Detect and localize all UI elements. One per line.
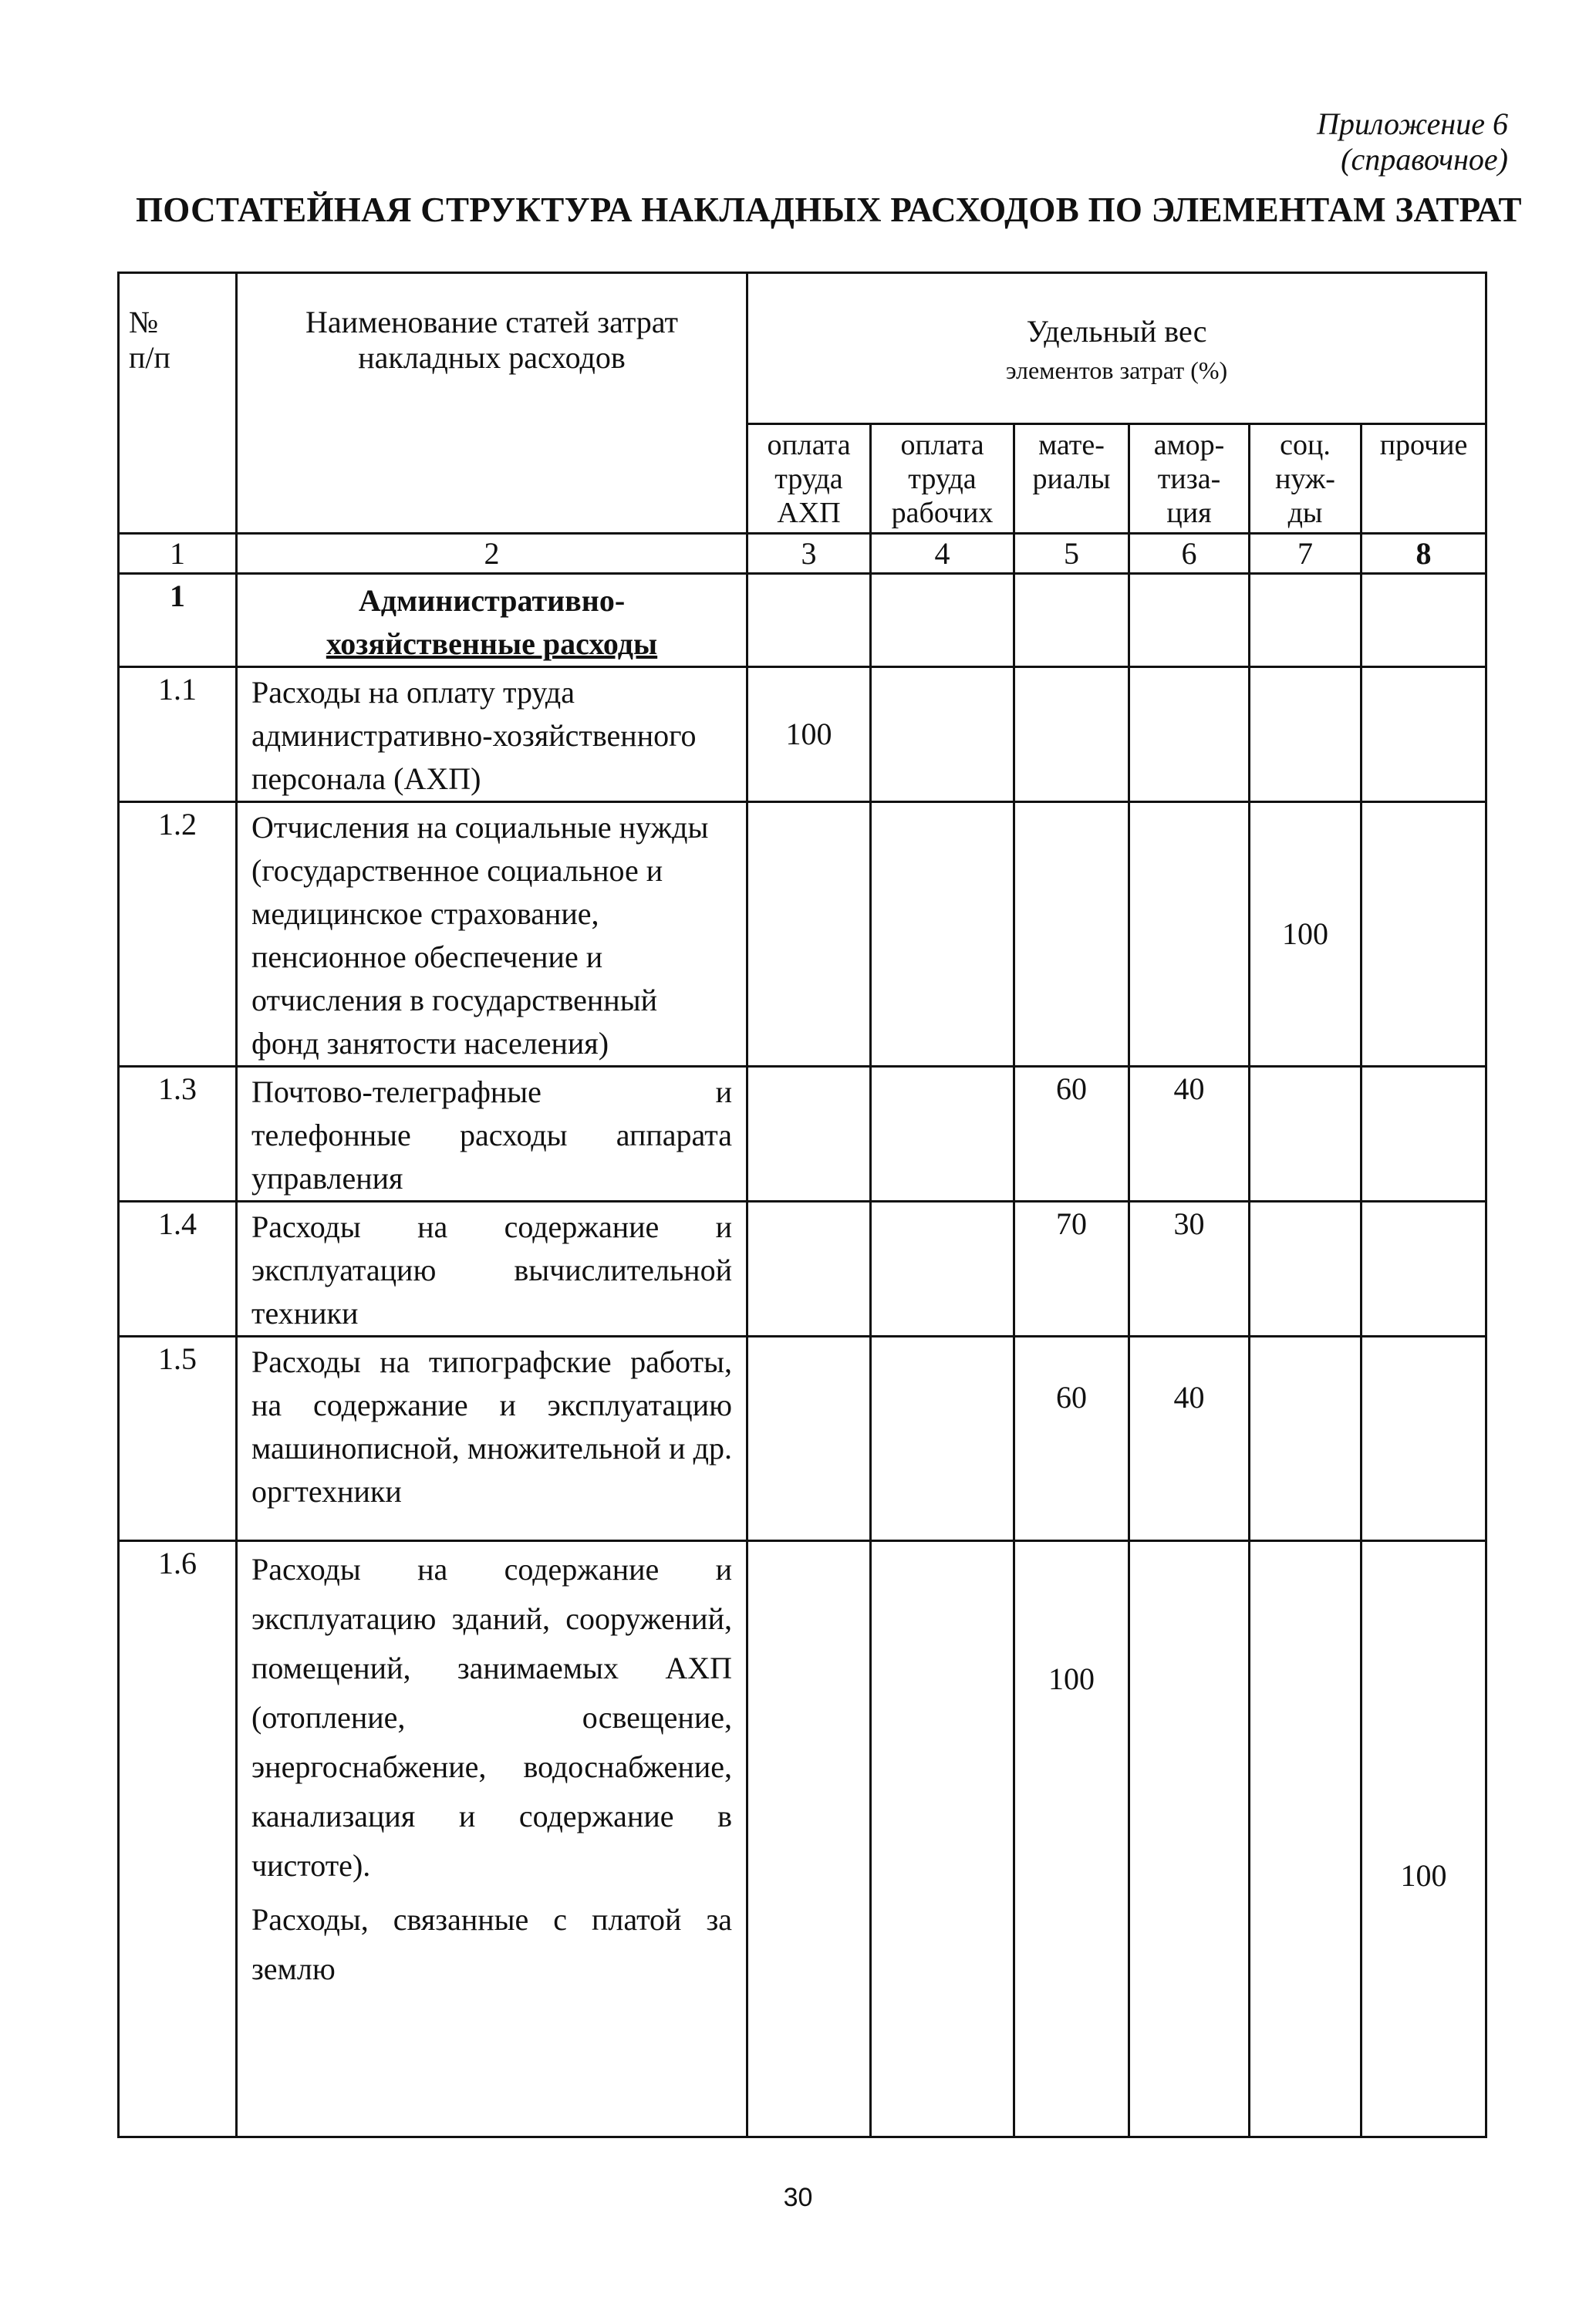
table-row [119, 574, 1486, 667]
column-number: 2 [237, 534, 747, 574]
header-num-line1: № [129, 305, 159, 339]
value-labor-ahp [747, 1067, 871, 1202]
page-number: 30 [783, 2183, 813, 2212]
value-other [1361, 1337, 1486, 1541]
row-name: Расходы на оплату труда административно-хозяйственного персонала (АХП) [237, 667, 747, 802]
table-row [119, 802, 1486, 1067]
value-materials: 100 [1014, 1541, 1129, 2137]
document-title: ПОСТАТЕЙНАЯ СТРУКТУРА НАКЛАДНЫХ РАСХОДОВ ПО ЭЛЕМЕНТАМ ЗАТРАТ [136, 191, 1522, 229]
sub-l1: амор- [1153, 429, 1225, 461]
sub-l3: АХП [777, 497, 841, 529]
value-materials [1014, 667, 1129, 802]
subheader-social [1250, 424, 1361, 534]
value-other [1361, 802, 1486, 1067]
header-name [237, 273, 747, 534]
row-number: 1 [119, 574, 237, 667]
value-cell [1014, 574, 1129, 667]
value-social [1250, 667, 1361, 802]
row-number: 1.4 [119, 1202, 237, 1337]
value-labor-ahp [747, 1202, 871, 1337]
column-number: 8 [1361, 534, 1486, 574]
value-labor-ahp [747, 802, 871, 1067]
value-labor-ahp [747, 1541, 871, 2137]
header-name-line2: накладных расходов [358, 340, 626, 375]
subheader-labor-workers [871, 424, 1014, 534]
value-materials [1014, 802, 1129, 1067]
sub-l1: прочие [1379, 429, 1468, 461]
header-weight-line2: элементов затрат (%) [1005, 356, 1228, 384]
sub-l2: риалы [1032, 463, 1111, 495]
column-number: 5 [1014, 534, 1129, 574]
value-cell [1250, 574, 1361, 667]
value-depreciation [1129, 667, 1250, 802]
column-number: 3 [747, 534, 871, 574]
value-materials: 60 [1014, 1337, 1129, 1541]
sub-l1: мате- [1038, 429, 1105, 461]
sub-l1: оплата [900, 429, 984, 461]
row-name: Расходы на типографские работы, на содержание и эксплуатацию машинописной, множительной и др. оргтехники [237, 1337, 747, 1541]
value-cell [1361, 574, 1486, 667]
column-number: 7 [1250, 534, 1361, 574]
table-row [119, 667, 1486, 802]
row-name: Отчисления на социальные нужды (государственное социальное и медицинское страхование, пенсионное обеспечение и отчисления в государственный фонд занятости населения) [237, 802, 747, 1067]
row-number: 1.3 [119, 1067, 237, 1202]
value-depreciation: 40 [1129, 1337, 1250, 1541]
value-cell [747, 574, 871, 667]
column-number: 4 [871, 534, 1014, 574]
sub-l1: оплата [767, 429, 851, 461]
value-social: 100 [1250, 802, 1361, 1067]
header-weight-line1: Удельный вес [1026, 314, 1207, 349]
header-row [119, 273, 1486, 424]
value-depreciation: 40 [1129, 1067, 1250, 1202]
row-number: 1.2 [119, 802, 237, 1067]
sub-l2: труда [908, 463, 977, 495]
row-number: 1.5 [119, 1337, 237, 1541]
subheader-other [1361, 424, 1486, 534]
sub-l2: тиза- [1157, 463, 1221, 495]
row-number: 1.6 [119, 1541, 237, 2137]
value-social [1250, 1202, 1361, 1337]
header-num-line2: п/п [129, 340, 170, 375]
value-other [1361, 1067, 1486, 1202]
value-social [1250, 1541, 1361, 2137]
column-number: 1 [119, 534, 237, 574]
value-cell [1129, 574, 1250, 667]
section-title-line1: Административно- [358, 583, 626, 618]
value-labor-workers [871, 1067, 1014, 1202]
value-other: 100 [1361, 1541, 1486, 2137]
sub-l2: труда [774, 463, 843, 495]
value-depreciation [1129, 1541, 1250, 2137]
overhead-structure-table [117, 272, 1487, 2138]
row-section-title [237, 574, 747, 667]
value-materials: 60 [1014, 1067, 1129, 1202]
value-other [1361, 667, 1486, 802]
value-depreciation: 30 [1129, 1202, 1250, 1337]
value-social [1250, 1067, 1361, 1202]
value-social [1250, 1337, 1361, 1541]
section-title-line2: хозяйственные расходы [326, 626, 658, 661]
subheader-labor-ahp [747, 424, 871, 534]
sub-l3: рабочих [891, 497, 994, 529]
value-labor-ahp [747, 1337, 871, 1541]
row-name-part2: Расходы, связанные с платой за землю [251, 1902, 732, 1986]
value-materials: 70 [1014, 1202, 1129, 1337]
value-labor-workers [871, 1202, 1014, 1337]
row-name [237, 1541, 747, 2137]
column-number-row [119, 534, 1486, 574]
row-name-part1: Расходы на содержание и эксплуатацию зданий, сооружений, помещений, занимаемых АХП (отопление, освещение, энергоснабжение, водоснабжение, канализация и содержание в чистоте). [251, 1552, 732, 1883]
appendix-number: Приложение 6 [1317, 106, 1508, 141]
value-other [1361, 1202, 1486, 1337]
value-labor-workers [871, 802, 1014, 1067]
table-row [119, 1541, 1486, 2137]
subheader-materials [1014, 424, 1129, 534]
sub-l2: нуж- [1275, 463, 1335, 495]
value-cell [871, 574, 1014, 667]
table-row [119, 1337, 1486, 1541]
appendix-label [1317, 106, 1508, 177]
row-number: 1.1 [119, 667, 237, 802]
sub-l3: ция [1166, 497, 1212, 529]
subheader-depreciation [1129, 424, 1250, 534]
sub-l3: ды [1287, 497, 1323, 529]
value-depreciation [1129, 802, 1250, 1067]
sub-l1: соц. [1280, 429, 1331, 461]
header-weight [747, 273, 1486, 424]
row-name: Почтово-телеграфные и телефонные расходы аппарата управления [237, 1067, 747, 1202]
table-row [119, 1202, 1486, 1337]
header-name-line1: Наименование статей затрат [305, 305, 678, 339]
row-name: Расходы на содержание и эксплуатацию вычислительной техники [237, 1202, 747, 1337]
value-labor-workers [871, 667, 1014, 802]
column-number: 6 [1129, 534, 1250, 574]
value-labor-ahp: 100 [747, 667, 871, 802]
appendix-type: (справочное) [1341, 142, 1508, 177]
value-labor-workers [871, 1337, 1014, 1541]
table-row [119, 1067, 1486, 1202]
value-labor-workers [871, 1541, 1014, 2137]
header-num [119, 273, 237, 534]
